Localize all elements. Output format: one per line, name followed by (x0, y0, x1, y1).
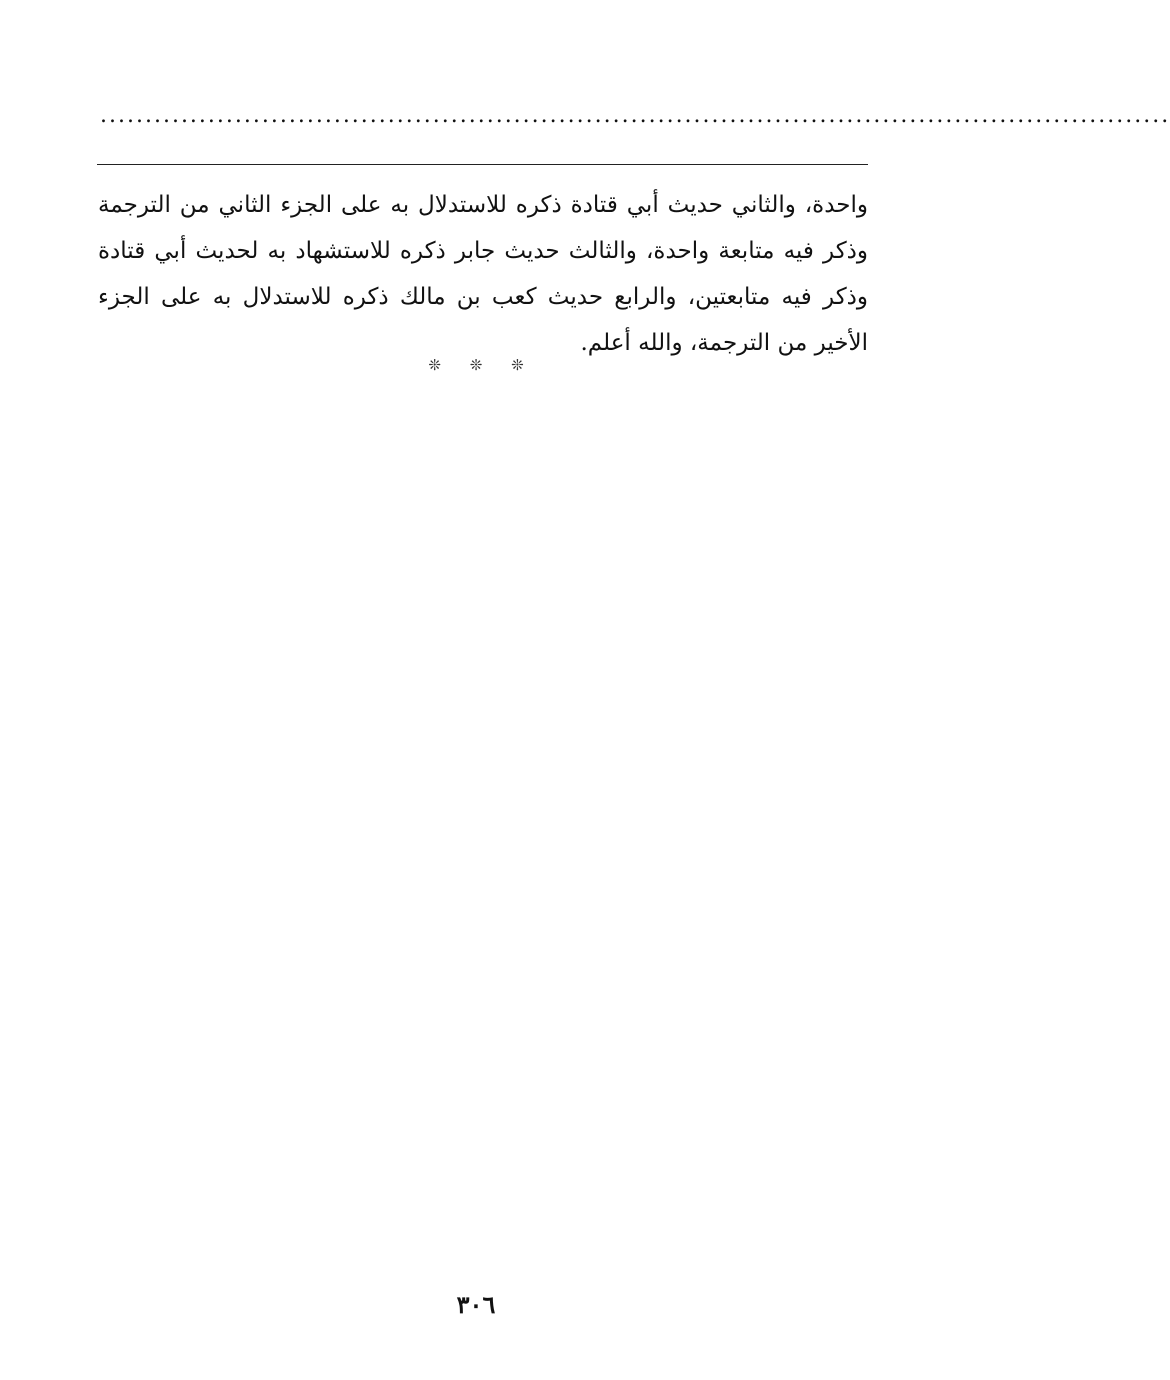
asterisk-icon: ❊ (511, 356, 524, 374)
body-paragraph: واحدة، والثاني حديث أبي قتادة ذكره للاستدلال به على الجزء الثاني من الترجمة وذكر فيه متابعة واحدة، والثالث حديث جابر ذكره للاستشهاد به لحديث أبي قتادة وذكر فيه متابعتين، والرابع حديث كعب بن مالك ذكره للاستدلال به على الجزء الأخير من الترجمة، والله أعلم. (98, 192, 868, 356)
section-separator (0, 356, 952, 374)
horizontal-rule (97, 164, 868, 165)
asterisk-icon: ❊ (428, 356, 441, 374)
asterisk-icon: ❊ (469, 356, 483, 374)
dotted-line: ....................................................................................................................... (100, 103, 1170, 128)
page-number: ٣٠٦ (456, 1290, 496, 1319)
